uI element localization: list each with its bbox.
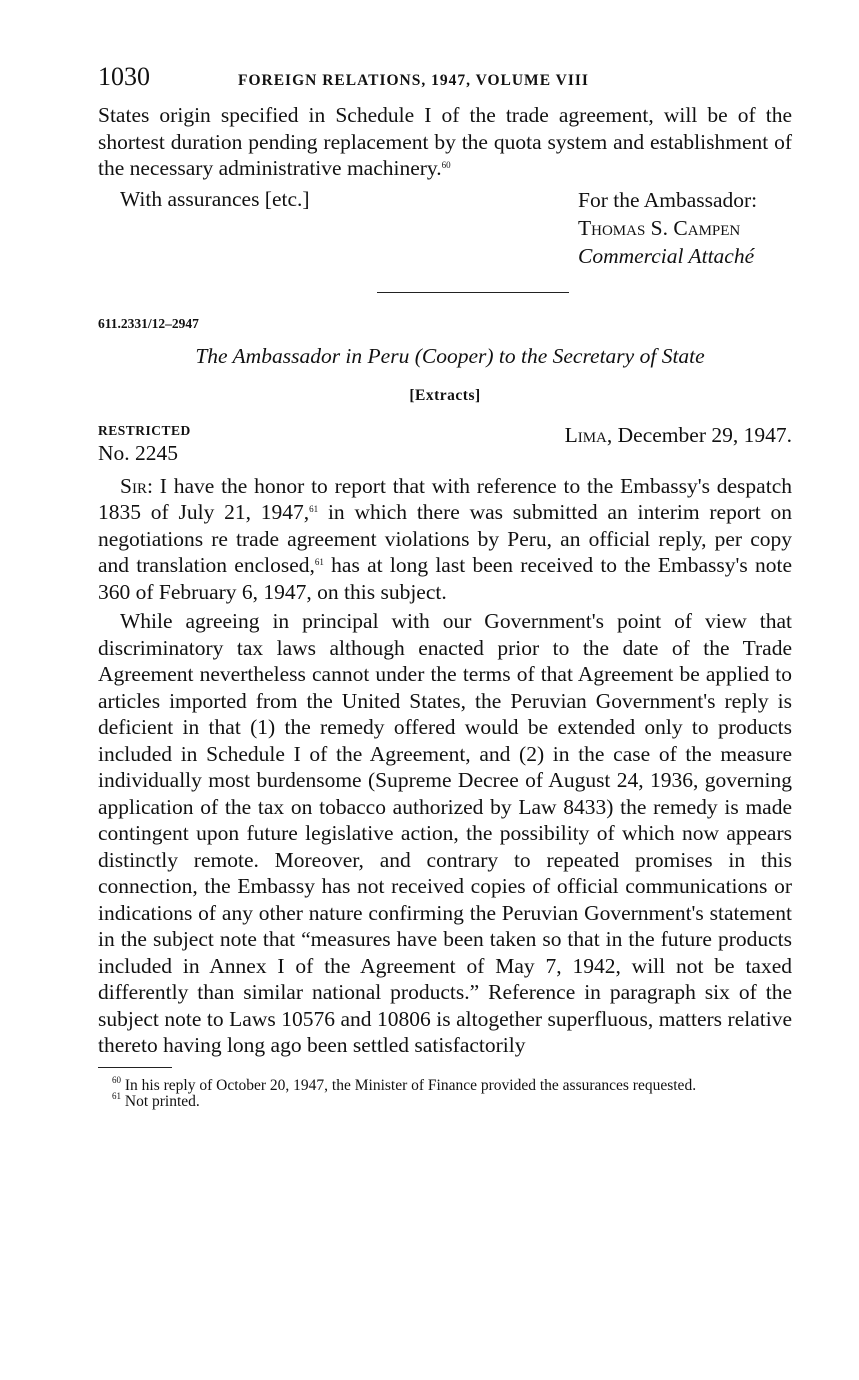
paragraph-1-text-a: : I have the honor to report that with reference to the Embassy's despatch 1835 of July 21, 1947, [98,473,792,524]
place-date [565,421,792,465]
footnote-60 [98,1074,792,1095]
document-page [98,62,792,1111]
date: , December 29, 1947. [606,422,792,447]
dispatch-number: No. 2245 [98,440,179,465]
classification-block [98,421,191,465]
paragraph-1-text-c: has at long last been received to the Embassy's note 360 of February 6, 1947, on this subject. [98,553,792,604]
document-title: The Ambassador in Peru (Cooper) to the Secretary of State [195,343,705,368]
footnote-ref-60[interactable]: 60 [441,160,451,170]
footnote-61 [98,1091,792,1111]
page-number: 1030 [98,62,150,91]
closing-block [98,186,792,270]
classification: RESTRICTED [98,422,191,438]
salutation: Sir [120,473,147,498]
file-number: 611.2331/12–2947 [98,315,199,331]
paragraph-1-text-b: in which there was submitted an interim report on negotiations re trade agreement violations by Peru, an official reply, per copy and translation enclosed, [98,500,792,577]
continuation-paragraph [98,102,792,182]
footnote-number: 61 [112,1091,121,1101]
extracts-label: [Extracts] [409,386,481,404]
footnote-ref-61[interactable]: 61 [309,504,319,514]
running-title: FOREIGN RELATIONS, 1947, VOLUME VIII [238,72,589,89]
footnote-text: In his reply of October 20, 1947, the Minister of Finance provided the assurances requested. [124,1076,697,1094]
signature-block [578,186,792,270]
place: Lima [564,422,607,447]
footnote-divider [98,1067,172,1068]
signatory-title: Commercial Attaché [578,243,755,268]
signatory-name: Thomas S. Campen [578,215,741,240]
body-paragraph-2: While agreeing in principal with our Government's point of view that discriminatory tax laws although enacted prior to the date of the Trade Agreement nevertheless cannot under the terms of that Agreement be applied to articles imported from the United States, the Peruvian Government's reply is deficient in that (1) the remedy offered would be extended only to products included in Schedule I of the Agreement, and (2) in the case of the measure individually most burdensome (Supreme Decree of August 24, 1936, governing application of the tax on tobacco authorized by Law 8433) the remedy is made contingent upon future legislative action, the possibility of which now appears distinctly remote. Moreover, and contrary to repeated promises in this connection, the Embassy has not received copies of official communications or indications of any other nature confirming the Peruvian Government's statement in the subject note that “measures have been taken so that in the future products included in Annex I of the Agreement of May 7, 1942, will not be taxed differently than similar national products.” Reference in paragraph six of the subject note to Laws 10576 and 10806 is altogether superfluous, matters relative thereto having long ago been settled satisfactorily [98,609,792,1057]
section-divider [377,292,569,294]
closing-phrase: With assurances [etc.] [120,186,310,211]
body-paragraph-1 [98,473,792,606]
footnote-ref-61-second[interactable]: 61 [314,557,324,567]
document-meta [98,421,792,465]
running-head [98,62,792,102]
footnote-text: Not printed. [124,1093,200,1110]
footnote-number: 60 [112,1074,121,1085]
continuation-text: States origin specified in Schedule I of the trade agreement, will be of the shortest duration pending replacement by the quota system and establishment of the necessary administrative machinery. [98,103,792,180]
footnotes [98,1074,792,1111]
sign-line: For the Ambassador: [578,187,758,212]
